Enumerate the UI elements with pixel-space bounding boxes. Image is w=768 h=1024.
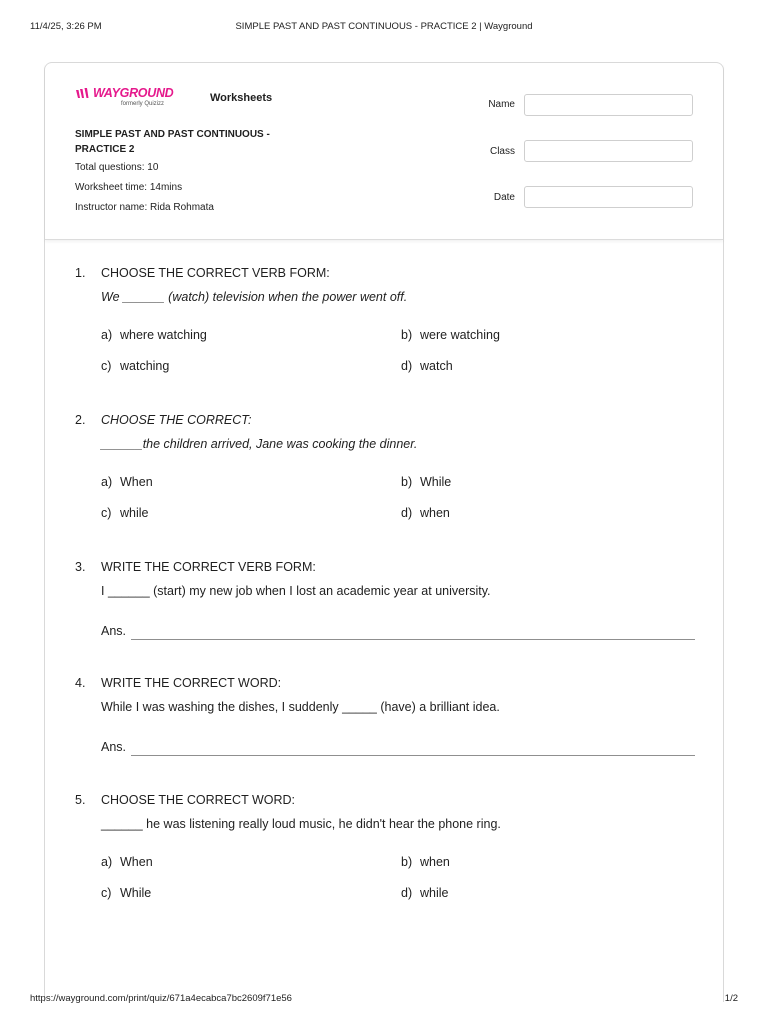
option-letter: a): [101, 328, 113, 342]
print-url: https://wayground.com/print/quiz/671a4ecabca7bc2609f71e56: [30, 993, 292, 1004]
option-text: while: [120, 506, 149, 520]
option-text: while: [420, 886, 449, 900]
option-letter: c): [101, 359, 112, 373]
option-b[interactable]: [401, 328, 500, 342]
option-letter: b): [401, 855, 413, 869]
print-footer: [0, 993, 768, 1005]
question-number: 1.: [75, 266, 86, 280]
option-letter: b): [401, 328, 413, 342]
question-heading: WRITE THE CORRECT VERB FORM:: [101, 560, 316, 574]
wayground-logo-icon: [75, 87, 91, 101]
question-number: 5.: [75, 793, 86, 807]
option-letter: d): [401, 506, 413, 520]
question-text: ______ he was listening really loud music, he didn't hear the phone ring.: [101, 817, 501, 831]
option-letter: a): [101, 855, 113, 869]
print-datetime: 11/4/25, 3:26 PM: [30, 21, 102, 32]
option-letter: d): [401, 886, 413, 900]
option-c[interactable]: [101, 359, 169, 373]
worksheet-title: [75, 127, 305, 157]
option-a[interactable]: [101, 855, 153, 869]
class-field[interactable]: [524, 140, 693, 162]
option-a[interactable]: [101, 475, 153, 489]
option-d[interactable]: [401, 886, 449, 900]
brand-subtitle: formerly Quizizz: [121, 101, 165, 107]
print-header: [0, 21, 768, 33]
option-text: While: [420, 475, 452, 489]
answer-label: Ans.: [101, 740, 127, 754]
option-text: watch: [420, 359, 453, 373]
answer-line[interactable]: [131, 755, 695, 756]
option-text: While: [120, 886, 152, 900]
instructor-name: Instructor name: Rida Rohmata: [75, 202, 214, 213]
option-text: when: [420, 855, 450, 869]
answer-line[interactable]: [131, 639, 695, 640]
option-letter: d): [401, 359, 413, 373]
date-field[interactable]: [524, 186, 693, 208]
option-text: When: [120, 855, 153, 869]
section-label: Worksheets: [210, 92, 273, 104]
date-label: Date: [493, 192, 515, 203]
question-text: While I was washing the dishes, I suddenly _____ (have) a brilliant idea.: [101, 700, 500, 714]
worksheet-header: [45, 63, 723, 240]
question-text: I ______ (start) my new job when I lost an academic year at university.: [101, 584, 491, 598]
worksheet-time: Worksheet time: 14mins: [75, 182, 183, 193]
question-text: ______the children arrived, Jane was cooking the dinner.: [101, 437, 418, 451]
option-text: watching: [120, 359, 170, 373]
option-d[interactable]: [401, 359, 453, 373]
worksheet-title-line2: PRACTICE 2: [75, 144, 135, 155]
question-number: 2.: [75, 413, 86, 427]
class-label: Class: [489, 146, 515, 157]
name-label: Name: [488, 99, 515, 110]
worksheet-title-line1: SIMPLE PAST AND PAST CONTINUOUS -: [75, 129, 270, 140]
question-heading: CHOOSE THE CORRECT VERB FORM:: [101, 266, 330, 280]
answer-label: Ans.: [101, 624, 127, 638]
option-letter: a): [101, 475, 113, 489]
option-letter: c): [101, 886, 112, 900]
option-letter: c): [101, 506, 112, 520]
name-field[interactable]: [524, 94, 693, 116]
option-letter: b): [401, 475, 413, 489]
option-c[interactable]: [101, 506, 149, 520]
question-number: 3.: [75, 560, 86, 574]
option-d[interactable]: [401, 506, 450, 520]
worksheet-card: [44, 62, 724, 1002]
option-text: When: [120, 475, 153, 489]
total-questions: Total questions: 10: [75, 162, 159, 173]
page-number: 1/2: [724, 993, 738, 1004]
question-heading: CHOOSE THE CORRECT:: [101, 413, 252, 427]
question-heading: WRITE THE CORRECT WORD:: [101, 676, 282, 690]
question-text: We ______ (watch) television when the power went off.: [101, 290, 408, 304]
option-text: were watching: [420, 328, 500, 342]
print-title: SIMPLE PAST AND PAST CONTINUOUS - PRACTICE 2 | Wayground: [235, 21, 533, 32]
question-heading: CHOOSE THE CORRECT WORD:: [101, 793, 295, 807]
option-text: when: [420, 506, 450, 520]
brand-name: WAYGROUND: [93, 86, 174, 100]
option-c[interactable]: [101, 886, 151, 900]
option-b[interactable]: [401, 855, 450, 869]
option-a[interactable]: [101, 328, 207, 342]
option-text: where watching: [120, 328, 207, 342]
option-b[interactable]: [401, 475, 451, 489]
question-number: 4.: [75, 676, 86, 690]
